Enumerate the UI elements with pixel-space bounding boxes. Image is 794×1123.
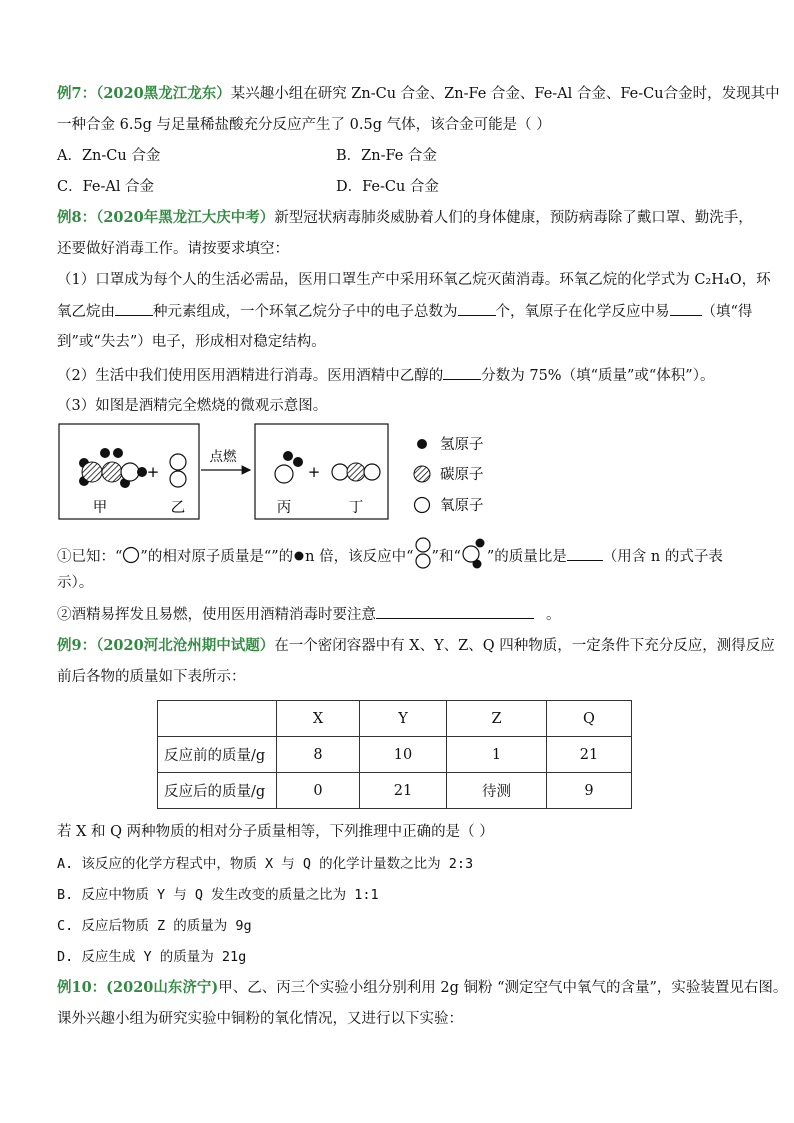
- ex8-q1-text3: 个，氧原子在化学反应中易: [495, 304, 670, 320]
- ex8-blank-gain-lose[interactable]: [670, 301, 702, 316]
- legend-oxygen: 氧原子: [440, 498, 484, 514]
- ex7-stem2: 一种合金 6.5g 与足量稀盐酸充分反应产生了 0.5g 气体，该合金可能是（ ）: [57, 117, 551, 133]
- table-cell: 1: [447, 737, 547, 773]
- ex8-sub1-line2: 示）。: [57, 575, 94, 591]
- oxygen-atom-icon: [122, 546, 140, 564]
- ex8-sub2: [57, 604, 561, 625]
- hydrogen-atom-icon: [293, 550, 305, 562]
- ex8-sub1-text1: ①已知：“: [57, 549, 123, 565]
- reactant-plus: +: [146, 463, 160, 481]
- condition-ignite: 点燃: [209, 449, 237, 465]
- ex8-q2-text2: 分数为 75%（填“质量”或“体积”）。: [481, 368, 715, 384]
- ex8-q2: [57, 365, 714, 386]
- ex7-option-c: C．Fe-Al 合金: [57, 179, 155, 195]
- ex9-stem1: 在一个密闭容器中有 X、Y、Z、Q 四种物质，一定条件下充分反应，测得反应: [274, 638, 775, 654]
- ex8-sub2-text2: 。: [546, 607, 561, 623]
- table-cell: 0: [277, 773, 360, 809]
- ex8-q2-text1: （2）生活中我们使用医用酒精进行消毒。医用酒精中乙醇的: [57, 368, 444, 384]
- table-cell: 21: [547, 737, 632, 773]
- ex10-stem1: 甲、乙、丙三个实验小组分别利用 2g 铜粉 “测定空气中氧气的含量”，实验装置见右图。: [218, 980, 788, 996]
- ex7-option-b: B．Zn-Fe 合金: [336, 148, 437, 164]
- ex8-q3: （3）如图是酒精完全燃烧的微观示意图。: [57, 398, 328, 414]
- ex8-sub1-line1: [57, 537, 723, 573]
- ex8-q1-line3: 到”或“失去”）电子，形成相对稳定结构。: [57, 334, 326, 350]
- label-ding: 丁: [348, 500, 364, 516]
- carbon-atom-icon: [414, 466, 430, 482]
- table-cell: 10: [360, 737, 447, 773]
- ex8-blank-caution[interactable]: [376, 604, 534, 619]
- table-row: [158, 773, 632, 809]
- ex7-label: 例7：（2020黑龙江龙东）: [57, 85, 231, 102]
- oxygen-molecule-icon: [414, 537, 432, 573]
- ex9-option-c: C. 反应后物质 Z 的质量为 9g: [57, 918, 252, 934]
- ex8-blank-fraction[interactable]: [443, 365, 481, 380]
- table-cell: 21: [360, 773, 447, 809]
- label-jia: 甲: [92, 500, 108, 516]
- product-plus: +: [307, 463, 321, 481]
- table-header-cell: [158, 701, 277, 737]
- ex8-sub1-text4: ”和“: [431, 549, 461, 565]
- ex8-line1: [57, 208, 753, 228]
- ex8-sub1-text3: n 倍，该反应中“: [305, 549, 414, 565]
- reaction-diagram: [58, 423, 398, 523]
- label-bing: 丙: [276, 500, 292, 516]
- table-header-row: [158, 701, 632, 737]
- label-yi: 乙: [170, 500, 186, 516]
- table-cell: 反应后的质量/g: [158, 773, 277, 809]
- ex8-sub2-text1: ②酒精易挥发且易燃，使用医用酒精消毒时要注意: [57, 607, 376, 623]
- ex9-option-b: B. 反应中物质 Y 与 Q 发生改变的质量之比为 1:1: [57, 887, 379, 903]
- table-header-cell: Z: [447, 701, 547, 737]
- ex10-stem2: 课外兴趣小组为研究实验中铜粉的氧化情况，又进行以下实验：: [57, 1011, 463, 1027]
- ex8-sub1-text5: ”的质量比是: [486, 549, 567, 565]
- ex9-option-d: D. 反应生成 Y 的质量为 21g: [57, 949, 247, 965]
- ex8-sub1-text2: ”的相对原子质量是“”的: [140, 549, 294, 565]
- ex7-line1: [57, 84, 780, 104]
- table-header-cell: Q: [547, 701, 632, 737]
- ex8-sub1-text6: （用含 n 的式子表: [602, 549, 723, 565]
- ex9-question: 若 X 和 Q 两种物质的相对分子质量相等，下列推理中正确的是（ ）: [57, 824, 494, 840]
- table-header-cell: Y: [360, 701, 447, 737]
- ex8-q1-line2: [57, 301, 752, 322]
- ex7-stem1: 某兴趣小组在研究 Zn-Cu 合金、Zn-Fe 合金、Fe-Al 合金、Fe-Cu合金时，发现其中: [230, 86, 780, 102]
- ex7-option-d: D．Fe-Cu 合金: [336, 179, 439, 195]
- ex9-line1: [57, 636, 775, 656]
- legend-hydrogen: 氢原子: [440, 437, 484, 453]
- ex8-blank-mass-ratio[interactable]: [567, 546, 603, 561]
- ex8-stem2: 还要做好消毒工作。请按要求填空：: [57, 241, 289, 257]
- ex7-option-a: A．Zn-Cu 合金: [57, 148, 161, 164]
- table-row: [158, 737, 632, 773]
- ex8-stem1: 新型冠状病毒肺炎威胁着人们的身体健康，预防病毒除了戴口罩、勤洗手，: [274, 210, 753, 226]
- water-molecule-icon: [461, 537, 487, 573]
- atom-legend: [412, 430, 542, 520]
- oxygen-atom-icon: [415, 498, 430, 513]
- ex8-blank-elements[interactable]: [115, 301, 153, 316]
- ex8-q1-text4: （填“得: [701, 304, 753, 320]
- ex10-label: 例10：(2020山东济宁): [57, 979, 219, 996]
- ex9-stem2: 前后各物的质量如下表所示：: [57, 669, 246, 685]
- ex9-label: 例9：（2020河北沧州期中试题）: [57, 637, 275, 654]
- table-cell: 9: [547, 773, 632, 809]
- ex8-q1-line1: （1）口罩成为每个人的生活必需品，医用口罩生产中采用环氧乙烷灭菌消毒。环氧乙烷的化学式为 C₂H₄O，环: [57, 272, 771, 288]
- ex9-option-a: A. 该反应的化学方程式中，物质 X 与 Q 的化学计量数之比为 2:3: [57, 856, 474, 872]
- ex10-line1: [57, 978, 787, 998]
- ex8-q1-text2: 种元素组成，一个环氧乙烷分子中的电子总数为: [153, 304, 458, 320]
- hydrogen-atom-icon: [417, 439, 427, 449]
- table-header-cell: X: [277, 701, 360, 737]
- table-cell: 反应前的质量/g: [158, 737, 277, 773]
- ex8-label: 例8：（2020年黑龙江大庆中考）: [57, 209, 275, 226]
- table-cell: 待测: [447, 773, 547, 809]
- legend-carbon: 碳原子: [440, 467, 484, 483]
- ex8-q1-text1: 氧乙烷由: [57, 304, 115, 320]
- table-cell: 8: [277, 737, 360, 773]
- ex8-blank-electrons[interactable]: [458, 301, 496, 316]
- co2-molecule: [332, 463, 380, 481]
- mass-table: [157, 700, 632, 809]
